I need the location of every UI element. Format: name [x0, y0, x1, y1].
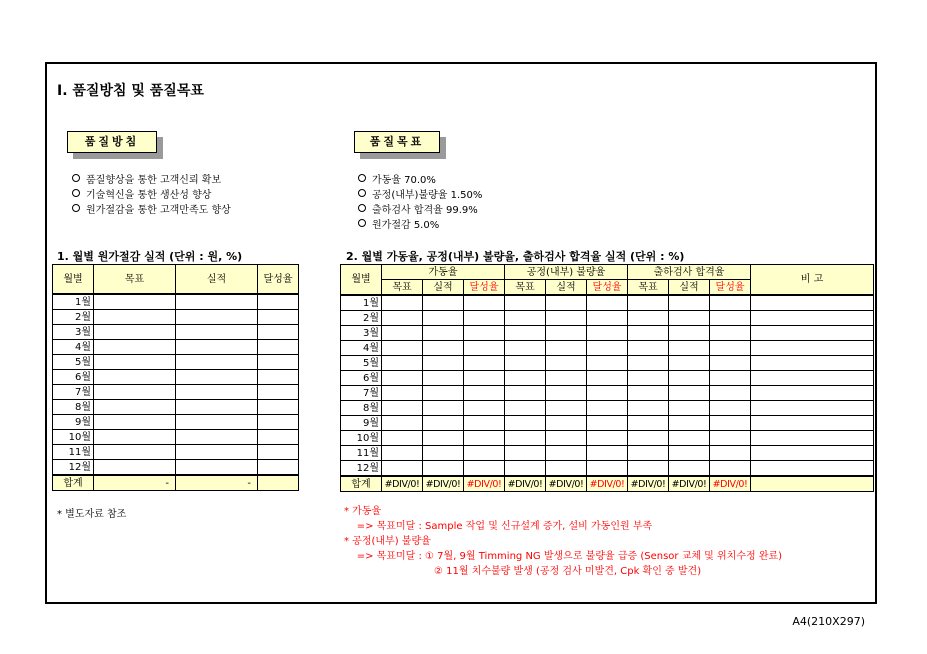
total-cell: - — [176, 475, 258, 491]
table-row — [341, 356, 874, 371]
table-cell — [258, 460, 299, 476]
table-cell — [464, 326, 505, 341]
group-header: 출하검사 합격율 — [628, 265, 751, 280]
table-cell — [710, 461, 751, 477]
table-cell — [710, 341, 751, 356]
table-cell — [464, 386, 505, 401]
month-label: 7월 — [341, 386, 382, 401]
table-cell — [669, 431, 710, 446]
table-cell — [505, 446, 546, 461]
policy-list — [72, 173, 231, 218]
column-header: 월별 — [53, 265, 94, 295]
table-cell — [94, 310, 176, 325]
month-label: 4월 — [341, 341, 382, 356]
table-cell — [669, 326, 710, 341]
table-row — [53, 370, 299, 385]
table-cell — [464, 371, 505, 386]
table-cell — [176, 370, 258, 385]
table-cell — [628, 401, 669, 416]
table-cell — [423, 341, 464, 356]
table-cell — [464, 356, 505, 371]
table-cell — [464, 431, 505, 446]
table-cell — [669, 371, 710, 386]
table-row — [341, 386, 874, 401]
table-cell — [669, 386, 710, 401]
month-label: 11월 — [341, 446, 382, 461]
table-cell — [505, 295, 546, 311]
section1-title: 1. 월별 원가절감 실적 (단위 : 원, %) — [57, 250, 243, 263]
page-title: Ⅰ. 품질방침 및 품질목표 — [57, 83, 204, 99]
total-cell: #DIV/0! — [628, 476, 669, 492]
table-row — [341, 446, 874, 461]
table-cell — [94, 370, 176, 385]
table-cell — [382, 461, 423, 477]
table-cell — [628, 416, 669, 431]
total-cell: #DIV/0! — [710, 476, 751, 492]
month-label: 7월 — [53, 385, 94, 400]
section2-title: 2. 월별 가동율, 공정(내부) 불량율, 출하검사 합격율 실적 (단위 : %) — [346, 250, 685, 263]
table-cell — [464, 446, 505, 461]
table-cell — [587, 311, 628, 326]
table-cell — [587, 446, 628, 461]
table-row — [53, 340, 299, 355]
table-cell — [628, 341, 669, 356]
table-row — [53, 325, 299, 340]
table-cell — [382, 401, 423, 416]
table-cell — [258, 400, 299, 415]
table-row — [53, 400, 299, 415]
table-cell — [751, 386, 874, 401]
bullet-icon — [72, 174, 80, 182]
table-cell — [94, 415, 176, 430]
goals-badge — [354, 131, 440, 153]
column-header: 실적 — [423, 280, 464, 296]
table-cell — [710, 356, 751, 371]
table-cell — [258, 294, 299, 310]
table-cell — [587, 386, 628, 401]
bullet-icon — [358, 219, 366, 227]
table-cell — [176, 460, 258, 476]
table-row — [341, 295, 874, 311]
list-item: 기술혁신을 통한 생산성 향상 — [72, 188, 231, 203]
table-cell — [176, 415, 258, 430]
column-header: 목표 — [505, 280, 546, 296]
month-label: 12월 — [341, 461, 382, 477]
table-row — [53, 355, 299, 370]
table-cell — [505, 416, 546, 431]
table-cell — [94, 460, 176, 476]
table-cell — [546, 356, 587, 371]
table-cell — [751, 446, 874, 461]
table-cell — [94, 445, 176, 460]
table-cell — [546, 371, 587, 386]
table-cell — [669, 341, 710, 356]
table-cell — [423, 371, 464, 386]
table-row — [53, 415, 299, 430]
table-cell — [587, 461, 628, 477]
bullet-icon — [72, 204, 80, 212]
table-cell — [710, 401, 751, 416]
header-row — [341, 265, 874, 280]
table-cell — [382, 371, 423, 386]
table-cell — [382, 431, 423, 446]
table-cell — [382, 311, 423, 326]
month-label: 10월 — [341, 431, 382, 446]
bullet-icon — [72, 189, 80, 197]
table-row — [53, 460, 299, 476]
table-cell — [464, 416, 505, 431]
policy-badge-label: 품질방침 — [67, 131, 157, 153]
table-cell — [669, 295, 710, 311]
table-cell — [751, 416, 874, 431]
column-header: 달성율 — [258, 265, 299, 295]
table-cell — [751, 311, 874, 326]
table-cell — [587, 295, 628, 311]
table-cell — [176, 430, 258, 445]
list-item: 원가절감을 통한 고객만족도 향상 — [72, 203, 231, 218]
table-cell — [546, 326, 587, 341]
table-cell — [382, 416, 423, 431]
table-cell — [258, 385, 299, 400]
table-cell — [710, 416, 751, 431]
column-header: 실적 — [546, 280, 587, 296]
table-cell — [751, 341, 874, 356]
table-cell — [546, 446, 587, 461]
table-row — [341, 431, 874, 446]
total-cell: #DIV/0! — [505, 476, 546, 492]
table-cell — [710, 311, 751, 326]
goals-badge-label: 품질목표 — [354, 131, 440, 153]
table-cell — [669, 446, 710, 461]
total-cell — [751, 476, 874, 492]
month-label: 8월 — [341, 401, 382, 416]
operation-quality-table — [340, 264, 874, 492]
month-label: 11월 — [53, 445, 94, 460]
table-cell — [94, 385, 176, 400]
table-row — [53, 430, 299, 445]
month-label: 10월 — [53, 430, 94, 445]
table-cell — [669, 461, 710, 477]
table-cell — [587, 341, 628, 356]
table-cell — [587, 371, 628, 386]
table-cell — [505, 401, 546, 416]
table-cell — [710, 431, 751, 446]
note-line: => 목표미달 : Sample 작업 및 신규설계 증가, 설비 가동인원 부족 — [344, 521, 653, 532]
table-cell — [423, 311, 464, 326]
table-cell — [710, 371, 751, 386]
table-cell — [505, 431, 546, 446]
table-cell — [628, 295, 669, 311]
total-label: 합계 — [53, 475, 94, 491]
total-cell: #DIV/0! — [423, 476, 464, 492]
list-item: 공정(내부)불량율 1.50% — [358, 188, 482, 203]
table-cell — [505, 386, 546, 401]
table-cell — [710, 446, 751, 461]
table-cell — [258, 370, 299, 385]
table-cell — [710, 386, 751, 401]
table-cell — [382, 295, 423, 311]
table-cell — [587, 356, 628, 371]
table-cell — [628, 371, 669, 386]
group-header: 가동율 — [382, 265, 505, 280]
table-cell — [587, 326, 628, 341]
total-cell: #DIV/0! — [546, 476, 587, 492]
table-cell — [587, 401, 628, 416]
table-cell — [587, 431, 628, 446]
table-cell — [751, 401, 874, 416]
list-item: 원가절감 5.0% — [358, 218, 482, 233]
table-cell — [628, 311, 669, 326]
bullet-icon — [358, 204, 366, 212]
table-row — [53, 310, 299, 325]
total-cell: #DIV/0! — [587, 476, 628, 492]
table-cell — [751, 356, 874, 371]
table-row — [341, 416, 874, 431]
table-cell — [382, 356, 423, 371]
total-cell: #DIV/0! — [669, 476, 710, 492]
month-label: 2월 — [341, 311, 382, 326]
table-cell — [669, 416, 710, 431]
table-cell — [464, 295, 505, 311]
column-header: 실적 — [669, 280, 710, 296]
table-cell — [669, 356, 710, 371]
list-item: 출하검사 합격율 99.9% — [358, 203, 482, 218]
table-row — [53, 294, 299, 310]
table-cell — [258, 310, 299, 325]
table-cell — [505, 326, 546, 341]
table-cell — [423, 461, 464, 477]
table-cell — [628, 326, 669, 341]
table-cell — [176, 294, 258, 310]
table-row — [341, 461, 874, 477]
table-cell — [423, 401, 464, 416]
month-label: 3월 — [341, 326, 382, 341]
cost-reduction-table — [52, 264, 299, 491]
column-header: 달성율 — [587, 280, 628, 296]
month-label: 3월 — [53, 325, 94, 340]
month-label: 5월 — [53, 355, 94, 370]
table-cell — [258, 415, 299, 430]
table-cell — [751, 326, 874, 341]
total-cell: - — [94, 475, 176, 491]
total-row — [53, 475, 299, 491]
table-cell — [546, 386, 587, 401]
table-cell — [423, 446, 464, 461]
table-cell — [505, 356, 546, 371]
table-row — [341, 401, 874, 416]
table-cell — [382, 341, 423, 356]
table-cell — [751, 371, 874, 386]
note-line: => 목표미달 : ① 7월, 9월 Timming NG 발생으로 불량율 급증 (Sensor 교체 및 위치수정 완료) — [344, 551, 783, 562]
table-row — [341, 341, 874, 356]
table-cell — [464, 341, 505, 356]
table-cell — [751, 461, 874, 477]
column-header: 실적 — [176, 265, 258, 295]
column-header: 월별 — [341, 265, 382, 296]
goals-list — [358, 173, 482, 233]
table-cell — [546, 416, 587, 431]
table-cell — [176, 385, 258, 400]
table-cell — [423, 356, 464, 371]
column-header: 달성율 — [710, 280, 751, 296]
table-cell — [751, 295, 874, 311]
month-label: 2월 — [53, 310, 94, 325]
month-label: 8월 — [53, 400, 94, 415]
month-label: 6월 — [341, 371, 382, 386]
remarks-notes — [344, 504, 782, 579]
column-header: 목표 — [382, 280, 423, 296]
total-cell: #DIV/0! — [464, 476, 505, 492]
table-cell — [628, 431, 669, 446]
table-cell — [628, 356, 669, 371]
table-cell — [94, 400, 176, 415]
month-label: 12월 — [53, 460, 94, 476]
table-cell — [710, 326, 751, 341]
table-cell — [258, 445, 299, 460]
table-cell — [176, 325, 258, 340]
table-cell — [505, 311, 546, 326]
table-cell — [94, 355, 176, 370]
table-cell — [546, 295, 587, 311]
bullet-icon — [358, 189, 366, 197]
table-cell — [94, 325, 176, 340]
column-header: 목표 — [94, 265, 176, 295]
table-cell — [258, 430, 299, 445]
column-header: 달성율 — [464, 280, 505, 296]
table-cell — [176, 400, 258, 415]
table-cell — [505, 461, 546, 477]
table-cell — [464, 311, 505, 326]
month-label: 9월 — [53, 415, 94, 430]
table-row — [341, 371, 874, 386]
paper-size-label: A4(210X297) — [792, 615, 865, 628]
table-cell — [176, 310, 258, 325]
note-line: * 가동율 — [344, 506, 382, 517]
table-cell — [382, 446, 423, 461]
table-cell — [546, 461, 587, 477]
table-cell — [423, 416, 464, 431]
table-cell — [423, 295, 464, 311]
table-cell — [669, 311, 710, 326]
table-cell — [546, 401, 587, 416]
month-label: 9월 — [341, 416, 382, 431]
header-row — [53, 265, 299, 295]
policy-badge — [67, 131, 157, 153]
table-cell — [423, 386, 464, 401]
remarks-header: 비 고 — [751, 265, 874, 296]
column-header: 목표 — [628, 280, 669, 296]
table-cell — [464, 401, 505, 416]
group-header: 공정(내부) 불량율 — [505, 265, 628, 280]
note-line: ② 11월 치수불량 발생 (공정 검사 미발견, Cpk 확인 중 발견) — [434, 566, 702, 577]
month-label: 5월 — [341, 356, 382, 371]
table-cell — [505, 371, 546, 386]
table-cell — [258, 355, 299, 370]
table-cell — [382, 386, 423, 401]
table-cell — [94, 294, 176, 310]
month-label: 1월 — [53, 294, 94, 310]
table-cell — [628, 461, 669, 477]
table-cell — [258, 340, 299, 355]
table-row — [341, 311, 874, 326]
table-cell — [176, 355, 258, 370]
table-cell — [258, 325, 299, 340]
total-cell — [258, 475, 299, 491]
total-cell: #DIV/0! — [382, 476, 423, 492]
list-item: 가동율 70.0% — [358, 173, 482, 188]
reference-note: * 별도자료 참조 — [57, 509, 127, 520]
total-row — [341, 476, 874, 492]
table-row — [341, 326, 874, 341]
table-row — [53, 445, 299, 460]
table-cell — [94, 430, 176, 445]
table-cell — [628, 446, 669, 461]
month-label: 1월 — [341, 295, 382, 311]
table-cell — [423, 431, 464, 446]
month-label: 6월 — [53, 370, 94, 385]
table-row — [53, 385, 299, 400]
table-cell — [94, 340, 176, 355]
table-cell — [587, 416, 628, 431]
table-cell — [176, 445, 258, 460]
table-cell — [628, 386, 669, 401]
list-item: 품질향상을 통한 고객신뢰 확보 — [72, 173, 231, 188]
table-cell — [176, 340, 258, 355]
table-cell — [423, 326, 464, 341]
table-cell — [710, 295, 751, 311]
table-cell — [546, 431, 587, 446]
total-label: 합계 — [341, 476, 382, 492]
table-cell — [546, 341, 587, 356]
table-cell — [505, 341, 546, 356]
table-cell — [751, 431, 874, 446]
table-cell — [669, 401, 710, 416]
month-label: 4월 — [53, 340, 94, 355]
table-cell — [382, 326, 423, 341]
table-cell — [546, 311, 587, 326]
note-line: * 공정(내부) 불량율 — [344, 536, 431, 547]
table-cell — [464, 461, 505, 477]
bullet-icon — [358, 174, 366, 182]
